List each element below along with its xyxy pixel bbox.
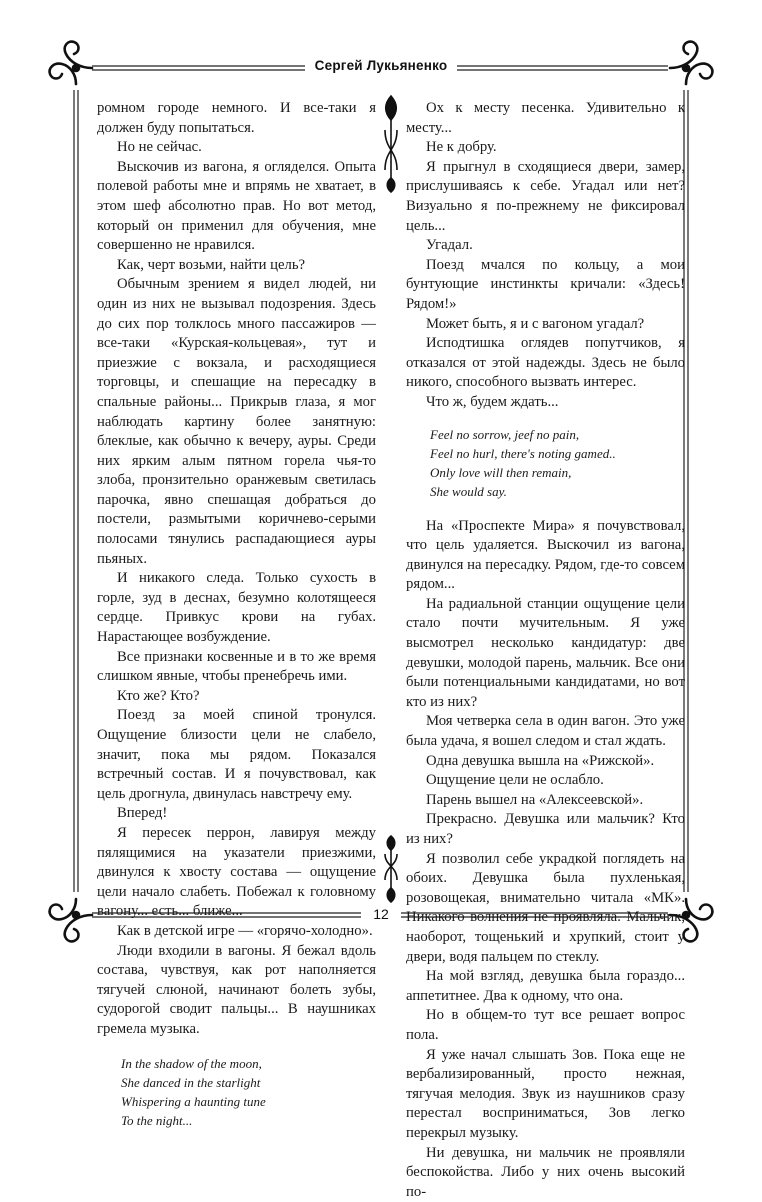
song-lyrics-verse [430, 425, 685, 501]
page-number [0, 906, 762, 922]
paragraph: Может быть, я и с вагоном угадал? [406, 315, 685, 335]
paragraph: Угадал. [406, 236, 685, 256]
verse-line: Feel no sorrow, jeef no pain, [430, 425, 685, 444]
paragraph: Все признаки косвенные и в то же время слишком явные, чтобы пренебречь ими. [97, 648, 376, 687]
verse-line: She danced in the starlight [121, 1073, 376, 1092]
paragraph: Ох к месту песенка. Удивительно к месту... [406, 99, 685, 138]
paragraph: Одна девушка вышла на «Рижской». [406, 752, 685, 772]
paragraph: Люди входили в вагоны. Я бежал вдоль состава, чувствуя, как рот наполняется тягучей слюной, начинают болеть зубы, судорогой сводит пальцы... В наушниках гремела музыка. [97, 942, 376, 1040]
paragraph: Я пересек перрон, лавируя между пялящимися на указатели приезжими, двинулся к хвосту состава — ощущение цели начало слабеть. Побежал к головному вагону... есть... ближе... [97, 824, 376, 922]
paragraph: Я прыгнул в сходящиеся двери, замер, прислушиваясь к себе. Угадал или нет? Визуально я по-прежнему не фиксировал цель... [406, 158, 685, 236]
paragraph: Выскочив из вагона, я огляделся. Опыта полевой работы мне и впрямь не хватает, в этом шеф абсолютно прав. Но вот метод, который он применил для обучения, мне совершенно не нравился. [97, 158, 376, 256]
verse-line: Only love will then remain, [430, 463, 685, 482]
paragraph: На радиальной станции ощущение цели стало почти мучительным. Я уже высмотрел несколько кандидатур: две девушки, молодой парень, мальчик. Все они были потенциальными кандидатами, но вот кто из них? [406, 595, 685, 713]
verse-line: To the night... [121, 1111, 376, 1130]
paragraph: Ни девушка, ни мальчик не проявляли беспокойства. Либо у них очень высокий по- [406, 1144, 685, 1202]
paragraph: Не к добру. [406, 138, 685, 158]
paragraph: Я позволил себе украдкой поглядеть на обоих. Девушка была пухленькая, розовощекая, внимательно читала «МК». Никакого волнения не проявляла. Мальчик, наоборот, тощенький и хрупкий, стоит у двери, водя пальцем по стеклу. [406, 850, 685, 968]
paragraph: Но не сейчас. [97, 138, 376, 158]
paragraph: Поезд мчался по кольцу, а мои бунтующие инстинкты кричали: «Здесь! Рядом!» [406, 256, 685, 315]
verse-line: She would say. [430, 482, 685, 501]
paragraph: Исподтишка оглядев попутчиков, я отказался от этой надежды. Здесь не было никого, способного вызвать интерес. [406, 334, 685, 393]
paragraph: Кто же? Кто? [97, 687, 376, 707]
paragraph: На «Проспекте Мира» я почувствовал, что цель удаляется. Выскочил из вагона, двинулся на пересадку. Рядом, где-то совсем рядом... [406, 517, 685, 595]
column-divider-ornament-top [385, 96, 397, 192]
paragraph: ромном городе немного. И все-таки я должен буду попытаться. [97, 99, 376, 138]
paragraph: Но в общем-то тут все решает вопрос пола. [406, 1006, 685, 1045]
header-author: Сергей Лукьяненко [305, 58, 458, 73]
paragraph: Я уже начал слышать Зов. Пока еще не вербализированный, просто нежная, тягучая мелодия. Звук из наушников сразу перестал восприниматься, Зов легко перекрыл музыку. [406, 1046, 685, 1144]
paragraph: Прекрасно. Девушка или мальчик? Кто из них? [406, 810, 685, 849]
left-column [97, 99, 376, 1146]
page-number-text: 12 [361, 906, 401, 922]
right-column [406, 99, 685, 1202]
verse-line: Whispering a haunting tune [121, 1092, 376, 1111]
paragraph: Моя четверка села в один вагон. Это уже была удача, я вошел следом и стал ждать. [406, 712, 685, 751]
paragraph: Как в детской игре — «горячо-холодно». [97, 922, 376, 942]
paragraph: Что ж, будем ждать... [406, 393, 685, 413]
paragraph: Парень вышел на «Алексеевской». [406, 791, 685, 811]
song-lyrics-verse [121, 1054, 376, 1130]
verse-line: Feel no hurl, there's noting gamed.. [430, 444, 685, 463]
paragraph: Обычным зрением я видел людей, ни один из них не вызывал подозрения. Здесь до сих пор толклось много пассажиров — все-таки «Курская-кольцевая», тут и приезжие с вокзала, и расходящиеся торговцы, и спешащие на пересадку в спальные районы... Прикрыв глаза, я мог наблюдать картину более занятную: блеклые, как обычно к вечеру, ауры. Среди них ярким алым пятном горела чья-то злоба, пронзительно оранжевым светилась парочка, явно спешащая добраться до постели, размытыми коричнево-серыми полосами тянулись распадающиеся ауры пьяных. [97, 275, 376, 569]
paragraph: Как, черт возьми, найти цель? [97, 256, 376, 276]
running-header [0, 58, 762, 73]
paragraph: Поезд за моей спиной тронулся. Ощущение близости цели не слабело, значит, пока мы рядом. Показался встречный состав. И я почувствовал, как цель дрогнула, двинулась навстречу ему. [97, 706, 376, 804]
paragraph: На мой взгляд, девушка была гораздо... аппетитнее. Два к одному, что она. [406, 967, 685, 1006]
column-divider-ornament-bottom [385, 836, 397, 902]
paragraph: Ощущение цели не ослабло. [406, 771, 685, 791]
paragraph: И никакого следа. Только сухость в горле, зуд в деснах, безумно колотящееся сердце. Привкус крови на губах. Нарастающее возбуждение. [97, 569, 376, 647]
paragraph: Вперед! [97, 804, 376, 824]
verse-line: In the shadow of the moon, [121, 1054, 376, 1073]
